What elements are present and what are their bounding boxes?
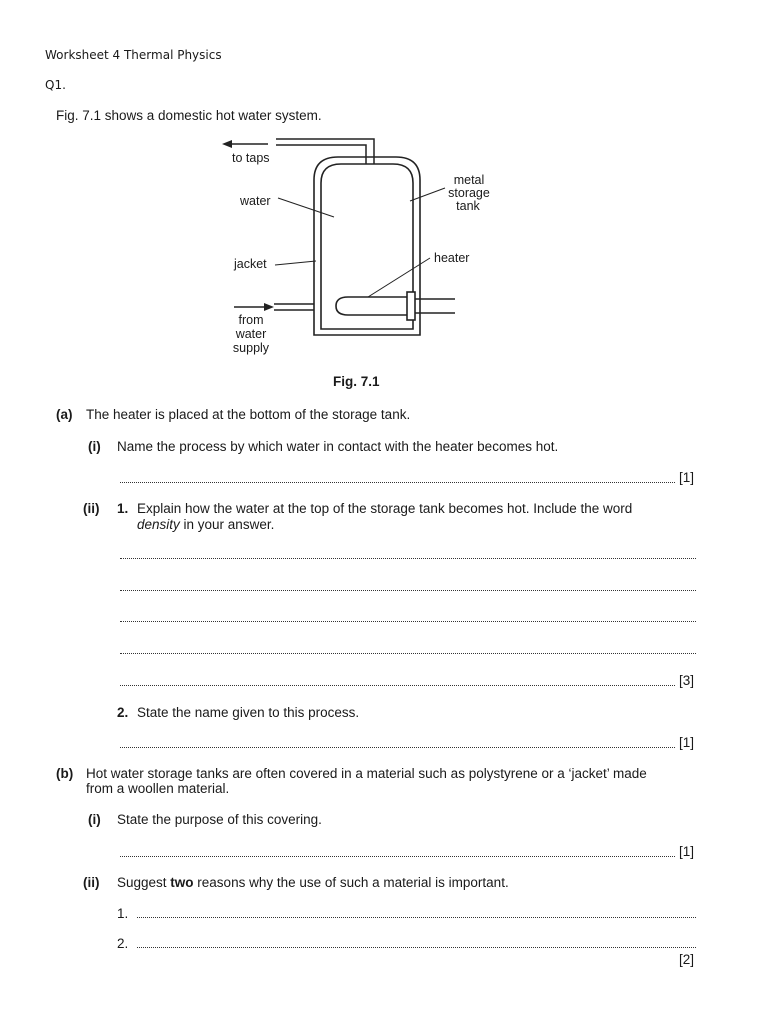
label-jacket: jacket <box>234 257 267 271</box>
arrow-from-supply <box>264 303 274 311</box>
part-a-ii-2-text: State the name given to this process. <box>137 705 360 720</box>
label-from: from <box>238 313 264 327</box>
mark-b-i: [1] <box>679 844 695 859</box>
density-word: density <box>137 517 180 532</box>
tank-jacket <box>314 157 420 335</box>
part-b-ii-text-start: Suggest <box>117 875 171 890</box>
label-storage: storage <box>448 186 490 200</box>
answer-line[interactable] <box>120 621 696 622</box>
reason-2-number: 2. <box>117 936 129 951</box>
answer-line[interactable] <box>120 856 675 857</box>
part-a-i-label: (i) <box>88 439 101 454</box>
answer-line[interactable] <box>120 482 675 483</box>
answer-line[interactable] <box>120 558 696 559</box>
two-word: two <box>170 875 194 890</box>
answer-line[interactable] <box>120 747 675 748</box>
metal-storage-tank <box>321 164 413 329</box>
inlet-pipe <box>274 304 314 310</box>
arrow-to-taps <box>222 140 232 148</box>
part-a-ii-1-text: Explain how the water at the top of the storage tank becomes hot. Include the word <box>137 501 633 516</box>
question-number: Q1. <box>45 78 66 92</box>
label-heater: heater <box>434 251 470 265</box>
heater-plug <box>407 292 415 320</box>
label-tank: tank <box>456 199 480 213</box>
label-metal: metal <box>453 173 485 187</box>
part-a-text: The heater is placed at the bottom of the storage tank. <box>86 407 411 422</box>
part-b-label: (b) <box>56 766 74 781</box>
part-b-ii-label: (ii) <box>83 875 100 890</box>
intro-text: Fig. 7.1 shows a domestic hot water system. <box>56 108 322 123</box>
reason-1-number: 1. <box>117 906 129 921</box>
label-water: water <box>240 194 271 208</box>
part-b-text-2: from a woollen material. <box>86 781 230 796</box>
part-b-ii-text-end: reasons why the use of such a material is important. <box>193 875 509 890</box>
answer-line[interactable] <box>120 685 675 686</box>
label-to-taps: to taps <box>232 151 270 165</box>
part-b-i-text: State the purpose of this covering. <box>117 812 322 827</box>
part-a-i-text: Name the process by which water in contact with the heater becomes hot. <box>117 439 559 454</box>
answer-line[interactable] <box>137 947 696 948</box>
worksheet-title: Worksheet 4 Thermal Physics <box>45 48 222 62</box>
mark-a-ii-2: [1] <box>679 735 695 750</box>
part-a-ii-1-number: 1. <box>117 501 129 516</box>
part-a-ii-label: (ii) <box>83 501 100 516</box>
part-a-ii-2-number: 2. <box>117 705 129 720</box>
part-b-text-1: Hot water storage tanks are often covered in a material such as polystyrene or a ‘jacket’ made <box>86 766 647 781</box>
heater-element <box>336 297 407 315</box>
part-b-ii-text <box>117 875 509 890</box>
answer-line[interactable] <box>120 590 696 591</box>
label-supply: supply <box>232 341 270 355</box>
answer-line[interactable] <box>120 653 696 654</box>
mark-a-i: [1] <box>679 470 695 485</box>
mark-a-ii-1: [3] <box>679 673 695 688</box>
answer-line[interactable] <box>137 917 696 918</box>
mark-b-ii: [2] <box>679 952 695 967</box>
figure-caption: Fig. 7.1 <box>333 374 380 389</box>
heater-cable <box>415 299 455 313</box>
part-a-ii-1-text-cont <box>137 517 274 532</box>
label-water-supply-1: water <box>235 327 267 341</box>
part-a-ii-1-text-end: in your answer. <box>179 517 275 532</box>
part-b-i-label: (i) <box>88 812 101 827</box>
part-a-label: (a) <box>56 407 73 422</box>
